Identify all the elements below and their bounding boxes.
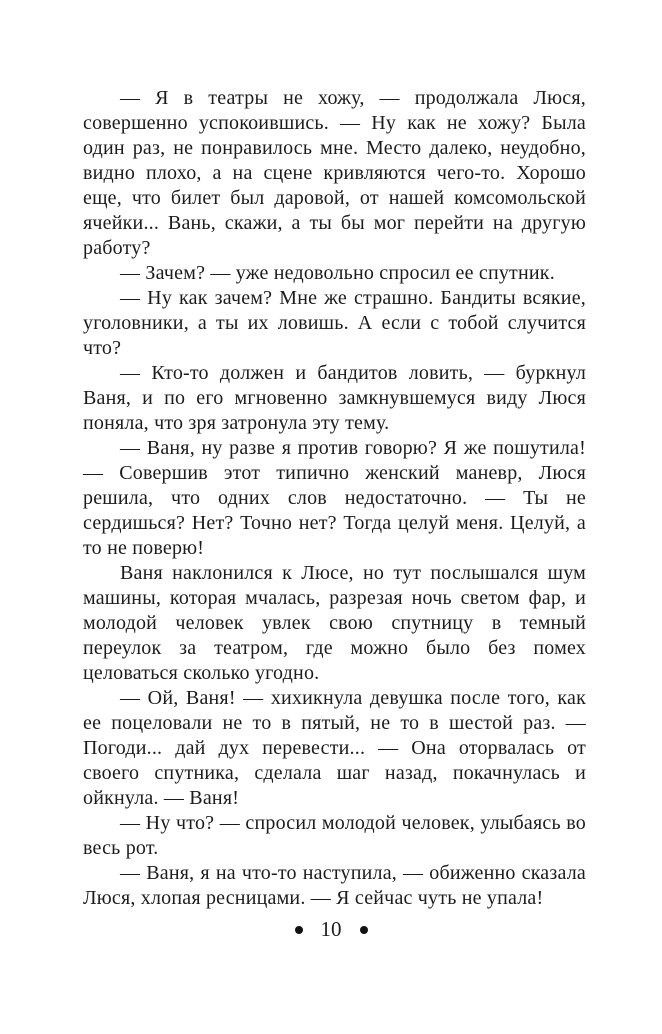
paragraph: — Зачем? — уже недовольно спросил ее спутник.	[120, 262, 555, 284]
paragraph: — Ой, Ваня! — хихикнула девушка после того, как ее поцеловали не то в пятый, не то в шестой раз. — Погоди... дай дух перевести... — Она оторвалась от своего спутника, сделала шаг назад, покачнулась и ойкнула. — Ваня!	[83, 687, 586, 809]
page-footer	[0, 919, 662, 940]
footer-dot-right-icon	[360, 926, 368, 934]
paragraph: — Я в театры не хожу, — продолжала Люся, совершенно успокоившись. — Ну как не хожу? Была один раз, не понравилось мне. Место далеко, неудобно, видно плохо, а на сцене кривляются чего-то. Хорошо еще, что билет был даровой, от нашей комсомольской ячейки... Вань, скажи, а ты бы мог перейти на другую работу?	[83, 87, 586, 259]
paragraph: — Ваня, я на что-то наступила, — обиженно сказала Люся, хлопая ресницами. — Я сейчас чуть не упала!	[83, 862, 586, 909]
footer-dot-left-icon	[295, 926, 303, 934]
paragraph: — Ну как зачем? Мне же страшно. Бандиты всякие, уголовники, а ты их ловишь. А если с тобой случится что?	[83, 287, 586, 359]
paragraph: Ваня наклонился к Люсе, но тут послышался шум машины, которая мчалась, разрезая ночь светом фар, и молодой человек увлек свою спутницу в темный переулок за театром, где можно было без помех целоваться сколько угодно.	[83, 562, 586, 684]
paragraph: — Кто-то должен и бандитов ловить, — буркнул Ваня, и по его мгновенно замкнувшемуся виду Люся поняла, что зря затронула эту тему.	[83, 362, 586, 434]
body-text-block	[83, 86, 586, 911]
paragraph: — Ну что? — спросил молодой человек, улыбаясь во весь рот.	[83, 812, 586, 859]
page-number: 10	[320, 917, 342, 941]
paragraph: — Ваня, ну разве я против говорю? Я же пошутила! — Совершив этот типично женский маневр, Люся решила, что одних слов недостаточно. — Ты не сердишься? Нет? Точно нет? Тогда целуй меня. Целуй, а то не поверю!	[83, 437, 586, 559]
